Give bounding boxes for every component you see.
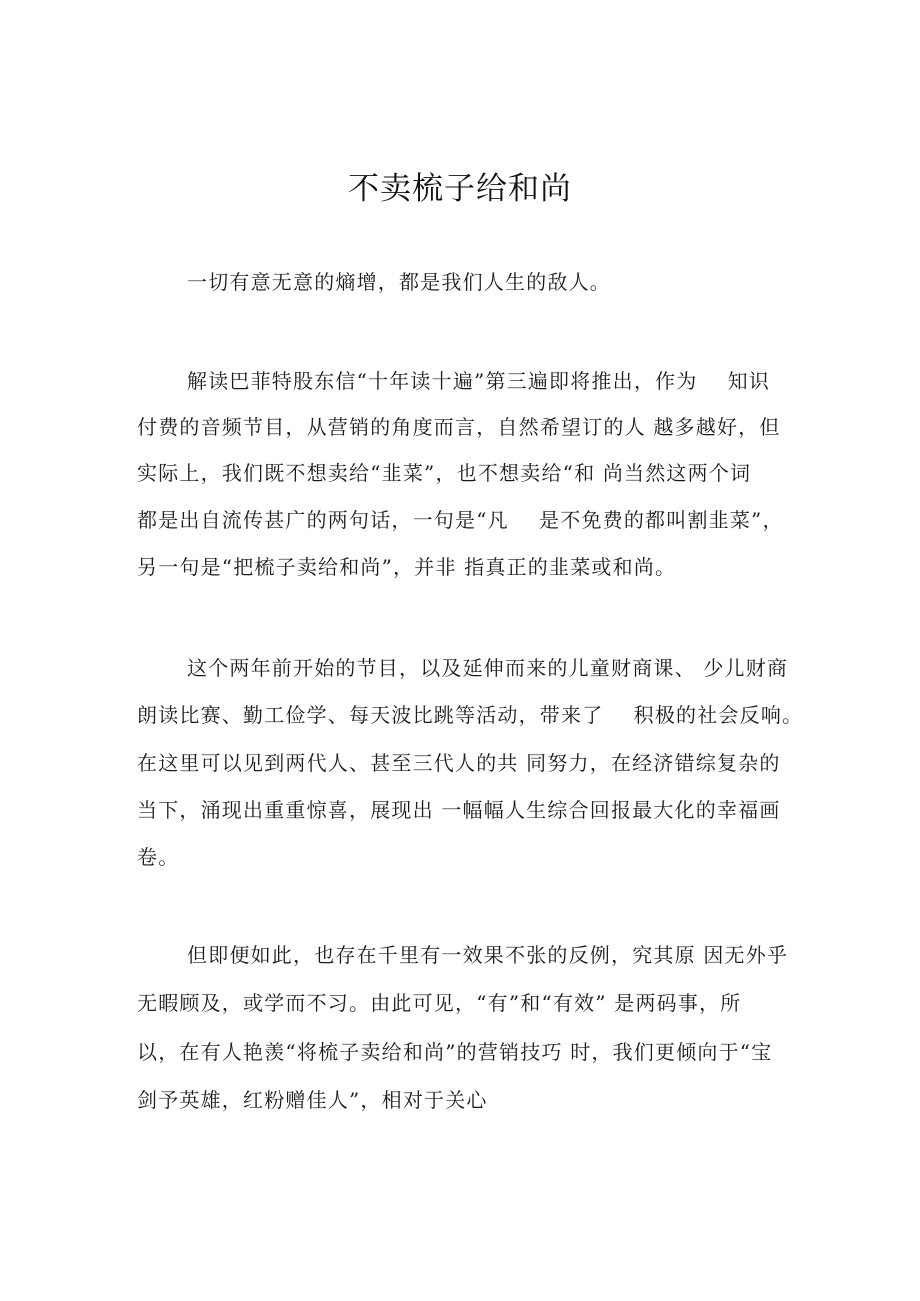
paragraph-3-line-3: 在这里可以见到两代人、甚至三代人的共 同努力，在经济错综复杂的 <box>137 751 781 775</box>
paragraph-2-line-5: 另一句是“把梳子卖给和尚”，并非 指真正的韭菜或和尚。 <box>137 555 677 579</box>
paragraph-4-line-1: 但即便如此，也存在千里有一效果不张的反例，究其原 因无外乎 <box>187 943 789 967</box>
paragraph-3-line-1: 这个两年前开始的节目，以及延伸而来的儿童财商课、 少儿财商 <box>187 656 789 680</box>
paragraph-3-line-4: 当下，涌现出重重惊喜，展现出 一幅幅人生综合回报最大化的幸福画 <box>137 798 781 822</box>
paragraph-4-line-3: 以，在有人艳羡“将梳子卖给和尚”的营销技巧 时，我们更倾向于“宝 <box>137 1040 773 1064</box>
paragraph-2-line-2: 付费的音频节目，从营销的角度而言，自然希望订的人 越多越好，但 <box>137 415 781 439</box>
paragraph-4-line-2: 无暇顾及，或学而不习。由此可见，“有”和“有效” 是两码事，所 <box>137 991 742 1015</box>
paragraph-2-line-3: 实际上，我们既不想卖给“韭菜”，也不想卖给“和 尚当然这两个词 <box>137 461 752 485</box>
paragraph-2-line-4: 都是出自流传甚广的两句话，一句是“凡 是不免费的都叫割韭菜”， <box>137 508 784 532</box>
paragraph-3-line-2: 朗读比赛、勤工俭学、每天波比跳等活动，带来了 积极的社会反响。 <box>137 703 804 727</box>
page-title: 不卖梳子给和尚 <box>348 171 572 207</box>
paragraph-1-line-1: 一切有意无意的熵增，都是我们人生的敌人。 <box>187 270 611 294</box>
paragraph-4-line-4: 剑予英雄，红粉赠佳人”，相对于关心 <box>137 1088 488 1112</box>
paragraph-3-line-5: 卷。 <box>137 845 180 869</box>
paragraph-2-line-1: 解读巴菲特股东信“十年读十遍”第三遍即将推出，作为 知识 <box>187 369 771 393</box>
